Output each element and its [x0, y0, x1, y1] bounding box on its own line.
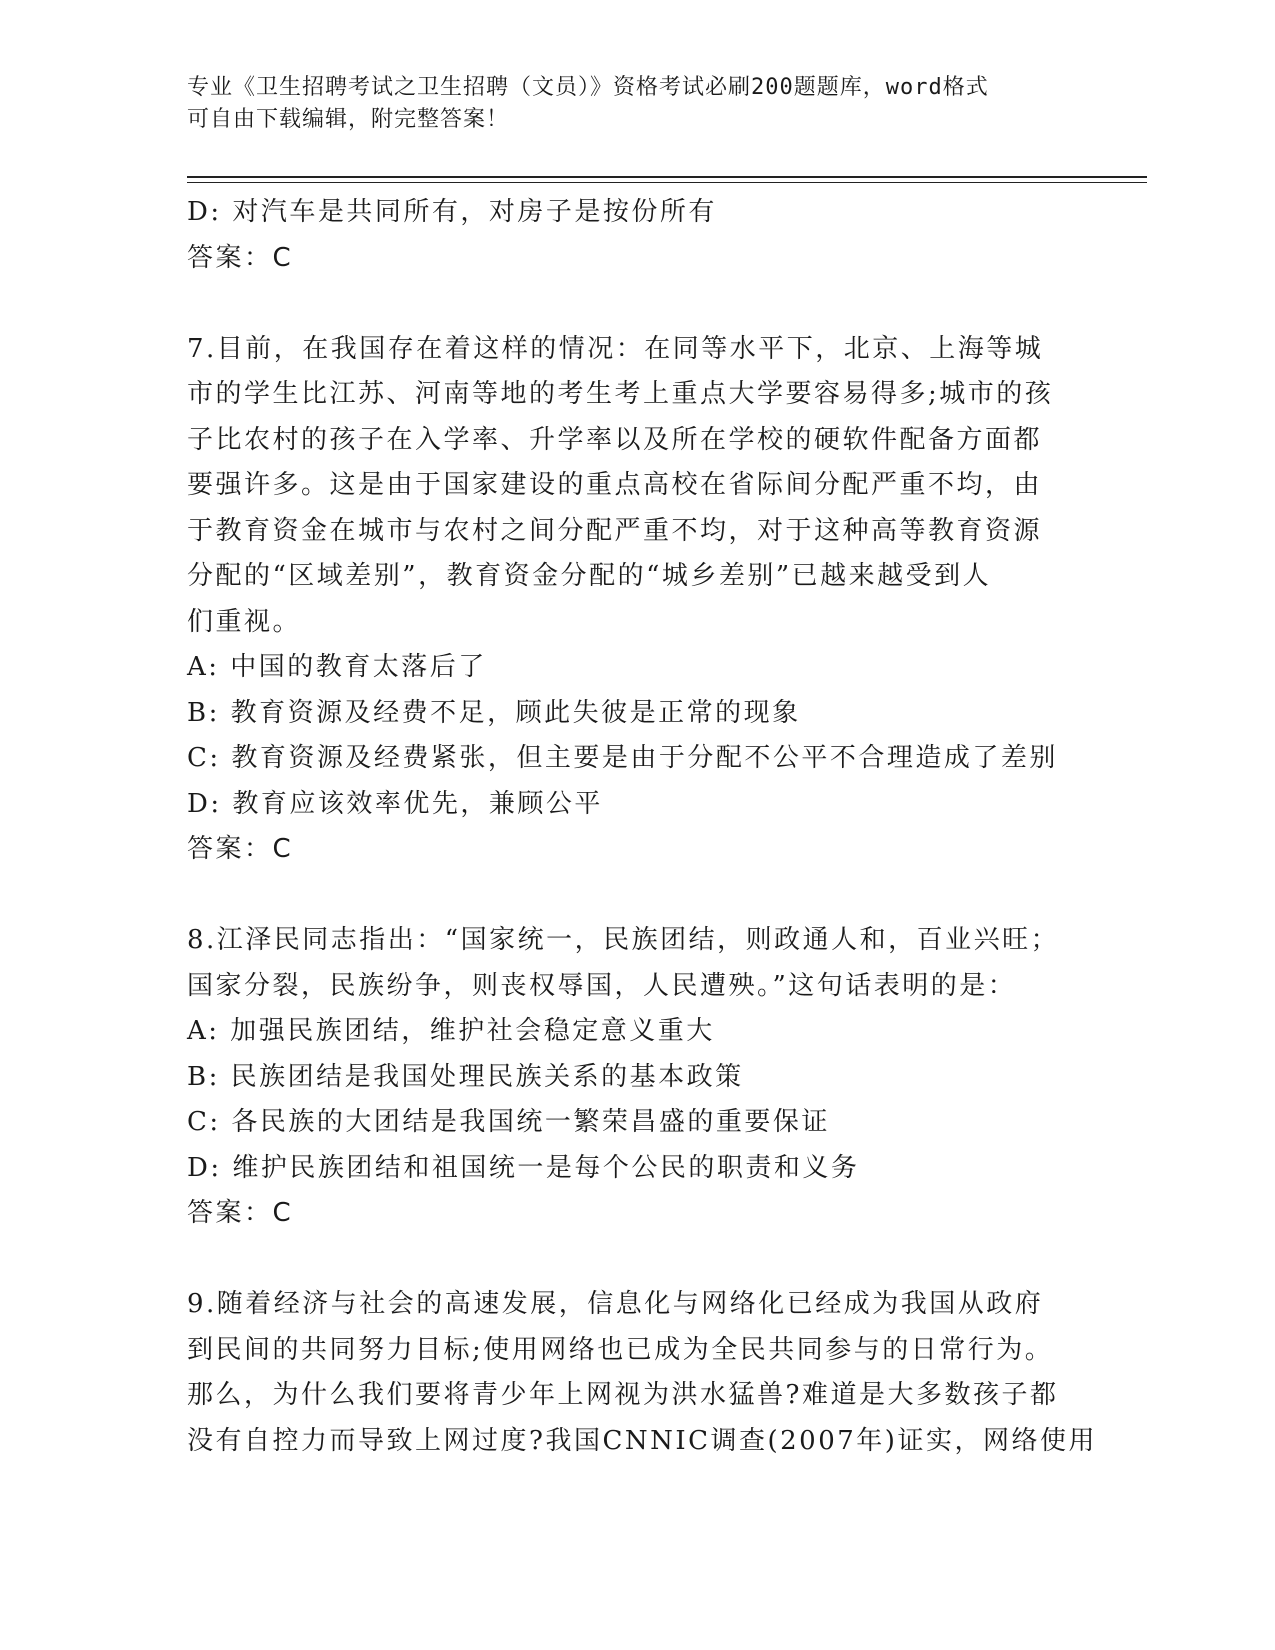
header-divider-thick [187, 176, 1147, 178]
question-6-answer: 答案：C [187, 242, 294, 273]
question-9-stem-line: 到民间的共同努力目标;使用网络也已成为全民共同参与的日常行为。 [187, 1334, 1054, 1365]
header-title-line-1: 专业《卫生招聘考试之卫生招聘（文员）》资格考试必刷200题题库，word格式 [187, 75, 989, 100]
question-9-stem-line: 9.随着经济与社会的高速发展，信息化与网络化已经成为我国从政府 [187, 1289, 1044, 1319]
question-8-answer: 答案：C [187, 1198, 294, 1228]
question-8 [187, 918, 1087, 1237]
question-7-answer: 答案：C [187, 834, 294, 864]
question-9-stem-line: 没有自控力而导致上网过度?我国CNNIC调查(2007年)证实，网络使用 [187, 1425, 1097, 1456]
question-6-tail [187, 190, 1087, 281]
spacer [187, 281, 1087, 327]
question-9 [187, 1282, 1097, 1464]
question-7-stem-line: 7.目前，在我国存在着这样的情况：在同等水平下，北京、上海等城 [187, 333, 1044, 364]
question-8-option-d: D: 维护民族团结和祖国统一是每个公民的职责和义务 [187, 1152, 860, 1183]
question-7 [187, 327, 1087, 873]
spacer [187, 873, 1087, 919]
document-body [187, 190, 1097, 1464]
question-7-stem-line: 市的学生比江苏、河南等地的考生考上重点大学要容易得多;城市的孩 [187, 379, 1054, 409]
question-8-option-c: C: 各民族的大团结是我国统一繁荣昌盛的重要保证 [187, 1107, 830, 1137]
question-7-option-d: D: 教育应该效率优先，兼顾公平 [187, 788, 603, 819]
question-7-stem-line: 们重视。 [187, 606, 302, 637]
page-header [187, 72, 1067, 136]
question-8-option-a: A: 加强民族团结，维护社会稳定意义重大 [187, 1016, 715, 1046]
question-6-option-d: D: 对汽车是共同所有，对房子是按份所有 [187, 197, 717, 227]
question-7-stem-line: 于教育资金在城市与农村之间分配严重不均，对于这种高等教育资源 [187, 515, 1043, 546]
spacer [187, 1237, 1087, 1283]
question-7-option-b: B: 教育资源及经费不足，顾此失彼是正常的现象 [187, 697, 801, 728]
question-7-stem-line: 分配的“区域差别”，教育资金分配的“城乡差别”已越来越受到人 [187, 561, 992, 591]
question-8-stem-line: 国家分裂，民族纷争，则丧权辱国，人民遭殃。”这句话表明的是： [187, 970, 1017, 1001]
question-8-stem-line: 8.江泽民同志指出：“国家统一，民族团结，则政通人和，百业兴旺； [187, 925, 1060, 955]
question-7-stem-line: 子比农村的孩子在入学率、升学率以及所在学校的硬软件配备方面都 [187, 424, 1043, 455]
question-8-option-b: B: 民族团结是我国处理民族关系的基本政策 [187, 1061, 744, 1092]
header-divider-thin [187, 182, 1147, 183]
question-9-stem-line: 那么，为什么我们要将青少年上网视为洪水猛兽?难道是大多数孩子都 [187, 1380, 1059, 1410]
question-7-option-c: C: 教育资源及经费紧张，但主要是由于分配不公平不合理造成了差别 [187, 743, 1058, 773]
header-title-line-2: 可自由下载编辑，附完整答案！ [187, 107, 510, 132]
question-7-option-a: A: 中国的教育太落后了 [187, 652, 487, 682]
question-7-stem-line: 要强许多。这是由于国家建设的重点高校在省际间分配严重不均，由 [187, 470, 1043, 500]
